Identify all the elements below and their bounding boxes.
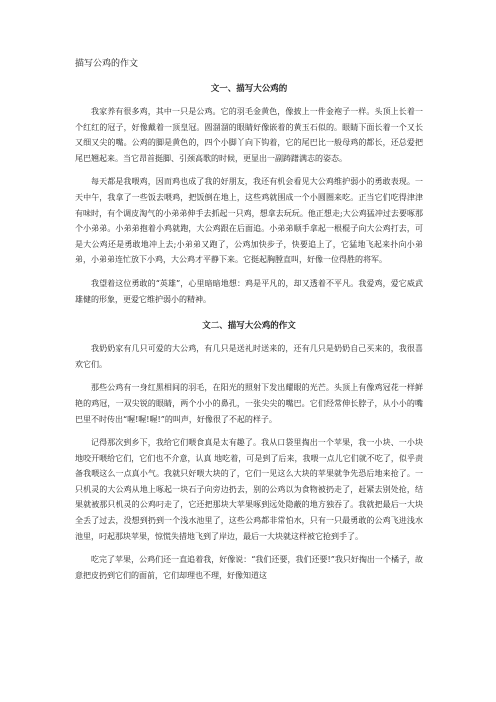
paragraph: 记得那次到乡下，我给它们喂食真是太有趣了。我从口袋里掏出一个苹果，我一小块、一小块地咬开喂给它们，它们也不介意，认真 地吃着，可是到了后来，我喂一点儿它们就不吃了，似乎责备我喂这么一点真小气。我就只好喂大块的了，它们一见这么大块的苹果就争先恐后地来抢了。一只机灵的大公鸡从地上啄起一块石子向旁边扔去，别的公鸡以为食物被扔走了，赶紧去别处抢，结果就被那只机灵的公鸡叼走了，它还把那块大苹果啄到远处隐蔽的地方独吞了。我就把最后一大块全丢了过去，没想到扔到一个浅水池里了，这些公鸡都非常怕水，只有一只最勇敢的公鸡飞进浅水池里，叼起那块苹果，惊慌失措地飞到了岸边，最后一大块就这样被它抢到手了。 <box>75 438 423 541</box>
document-body <box>75 83 423 591</box>
paragraph: 我奶奶家有几只可爱的大公鸡，有几只是送礼时送来的，还有几只是奶奶自己买来的，我很喜欢它们。 <box>75 344 423 369</box>
paragraph: 吃完了苹果，公鸡们还一直追着我，好像说：“我们还要，我们还要!”我只好掏出一个橘子，故意把皮扔到它们的面前，它们却理也不理，好像知道这 <box>75 555 423 580</box>
section-heading: 文二、描写大公鸡的作文 <box>202 321 296 332</box>
paragraph: 那些公鸡有一身红黑相间的羽毛，在阳光的照射下发出耀眼的光芒。头顶上有像鸡冠花一样鲜艳的鸡冠，一双尖锐的眼睛，两个小小的鼻孔，一张尖尖的嘴巴。它们经常伸长脖子，从小小的嘴巴里不时传出“喔!喔!喔!”的叫声，好像很了不起的样子。 <box>75 383 423 424</box>
section-1 <box>75 83 423 307</box>
paragraph: 我望着这位勇敢的“英雄”，心里暗暗地想：鸡是平凡的，却又透着不平凡。我爱鸡，爱它威武雄健的形象，更爱它维护弱小的精神。 <box>75 278 423 304</box>
section-2 <box>75 320 423 583</box>
paragraph: 每天都是我喂鸡，因而鸡也成了我的好朋友，我还有机会看见大公鸡维护弱小的勇敢表现。一天中午，我拿了一些饭去喂鸡，把饭倒在地上，这些鸡就围成一个小圆圈来吃。正当它们吃得津津有味时，有个调皮淘气的小弟弟伸手去抓起一只鸡，想拿去玩玩。他正想走;大公鸡猛冲过去要啄那个小弟弟。小弟弟抱着小鸡就跑，大公鸡跟在后面追。小弟弟顺手拿起一根棍子向大公鸡打去，可是大公鸡还是勇敢地冲上去;小弟弟又跑了，公鸡加快步子，快要追上了，它猛地飞起来扑向小弟弟，小弟弟连忙放下小鸡，大公鸡才平静下来。它挺起胸膛直叫，好像一位得胜的将军。 <box>75 177 423 265</box>
section-heading: 文一、描写大公鸡的 <box>210 84 288 94</box>
document-title: 描写公鸡的作文 <box>75 59 139 69</box>
paragraph: 我家养有很多鸡，其中一只是公鸡。它的羽毛金黄色，像披上一件金袍子一样。头顶上长着一个红红的冠子，好像戴着一顶皇冠。圆溜溜的眼睛好像嵌着的黄玉石似的。眼睛下面长着一个又长又细又尖的嘴。公鸡的脚是黄色的，四个小脚丫向下钩着，它的尾巴比一般母鸡的都长，还总爱把尾巴翘起来。当它昂首挺脚、引颈高歌的时候，更显出一副踌躇满志的姿态。 <box>75 107 423 163</box>
